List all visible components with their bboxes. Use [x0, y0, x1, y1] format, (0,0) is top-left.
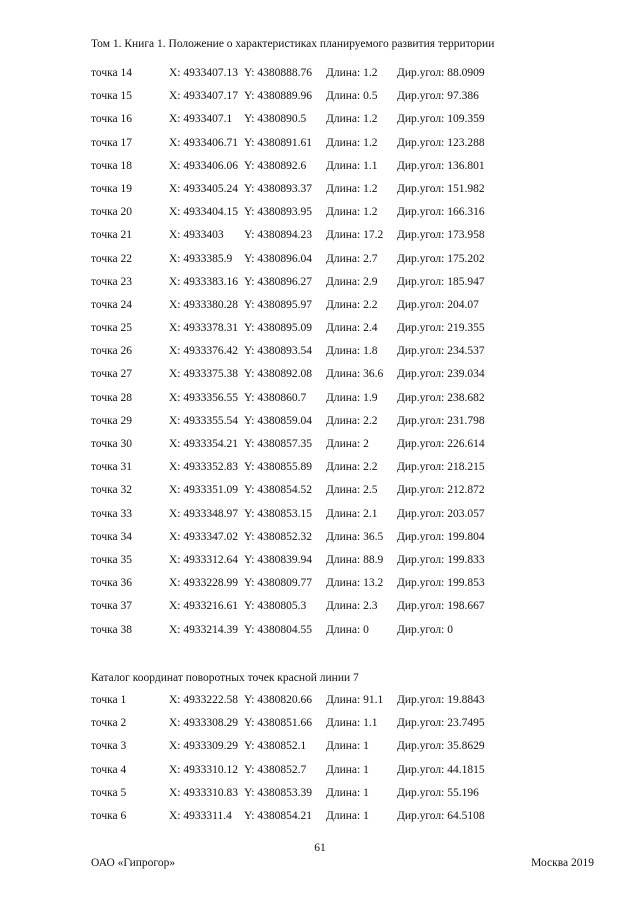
direction-angle: Дир.угол: 64.5108 [397, 809, 485, 822]
segment-length: Длина: 88.9 [326, 553, 384, 566]
point-name: точка 35 [91, 553, 133, 566]
direction-angle: Дир.угол: 239.034 [397, 368, 485, 381]
direction-angle: Дир.угол: 185.947 [397, 275, 485, 288]
point-name: точка 24 [91, 298, 133, 311]
segment-length: Длина: 2.1 [326, 507, 378, 520]
point-name: точка 3 [91, 740, 127, 753]
y-coordinate: Y: 4380805.3 [244, 600, 307, 613]
x-coordinate: X: 4933356.55 [169, 391, 238, 404]
x-coordinate: X: 4933375.38 [169, 368, 238, 381]
x-coordinate: X: 4933347.02 [169, 530, 238, 543]
y-coordinate: Y: 4380893.54 [244, 345, 312, 358]
y-coordinate: Y: 4380889.96 [244, 90, 312, 103]
direction-angle: Дир.угол: 226.614 [397, 438, 485, 450]
segment-length: Длина: 1 [326, 786, 369, 799]
point-name: точка 32 [91, 484, 133, 497]
point-name: точка 21 [91, 229, 133, 242]
y-coordinate: Y: 4380852.32 [244, 530, 312, 543]
x-coordinate: X: 4933404.15 [169, 206, 238, 219]
x-coordinate: X: 4933309.29 [169, 740, 238, 753]
x-coordinate: X: 4933355.54 [169, 414, 238, 427]
direction-angle: Дир.угол: 0 [397, 623, 453, 636]
direction-angle: Дир.угол: 44.1815 [397, 763, 485, 776]
direction-angle: Дир.угол: 136.801 [397, 159, 485, 172]
direction-angle: Дир.угол: 35.8629 [397, 740, 485, 753]
x-coordinate: X: 4933406.71 [169, 136, 238, 149]
segment-length: Длина: 0 [326, 623, 369, 636]
direction-angle: Дир.угол: 212.872 [397, 484, 485, 497]
x-coordinate: X: 4933312.64 [169, 553, 238, 566]
y-coordinate: Y: 4380890.5 [244, 113, 307, 126]
y-coordinate: Y: 4380804.55 [244, 623, 312, 636]
section-title: Каталог координат поворотных точек красной линии 7 [91, 672, 359, 684]
x-coordinate: X: 4933351.09 [169, 484, 238, 497]
point-name: точка 5 [91, 786, 127, 799]
y-coordinate: Y: 4380892.08 [244, 368, 312, 381]
segment-length: Длина: 2.2 [326, 298, 378, 311]
x-coordinate: X: 4933310.83 [169, 786, 238, 799]
point-name: точка 16 [91, 113, 133, 126]
footer-city-year: Москва 2019 [531, 857, 594, 869]
point-name: точка 29 [91, 414, 133, 427]
direction-angle: Дир.угол: 123.288 [397, 136, 485, 149]
segment-length: Длина: 1.2 [326, 182, 378, 195]
y-coordinate: Y: 4380893.95 [244, 206, 312, 219]
x-coordinate: X: 4933228.99 [169, 577, 238, 590]
x-coordinate: X: 4933352.83 [169, 461, 238, 474]
document-header: Том 1. Книга 1. Положение о характеристиках планируемого развития территории [91, 38, 495, 50]
y-coordinate: Y: 4380896.27 [244, 275, 312, 288]
y-coordinate: Y: 4380820.66 [244, 694, 312, 706]
segment-length: Длина: 91.1 [326, 694, 384, 706]
direction-angle: Дир.угол: 199.804 [397, 530, 485, 543]
x-coordinate: X: 4933348.97 [169, 507, 238, 520]
segment-length: Длина: 13.2 [326, 577, 384, 590]
y-coordinate: Y: 4380895.97 [244, 298, 312, 311]
direction-angle: Дир.угол: 218.215 [397, 461, 485, 474]
direction-angle: Дир.угол: 238.682 [397, 391, 485, 404]
x-coordinate: X: 4933407.17 [169, 90, 238, 103]
point-name: точка 25 [91, 322, 133, 335]
x-coordinate: X: 4933308.29 [169, 717, 238, 730]
x-coordinate: X: 4933383.16 [169, 275, 238, 288]
segment-length: Длина: 1.9 [326, 391, 378, 404]
x-coordinate: X: 4933403 [169, 229, 224, 242]
direction-angle: Дир.угол: 151.982 [397, 182, 485, 195]
x-coordinate: X: 4933385.9 [169, 252, 233, 265]
segment-length: Длина: 2.3 [326, 600, 378, 613]
segment-length: Длина: 36.5 [326, 530, 384, 543]
segment-length: Длина: 2.5 [326, 484, 378, 497]
point-name: точка 31 [91, 461, 133, 474]
y-coordinate: Y: 4380853.39 [244, 786, 312, 799]
segment-length: Длина: 1 [326, 740, 369, 753]
point-name: точка 15 [91, 90, 133, 103]
point-name: точка 19 [91, 182, 133, 195]
segment-length: Длина: 17.2 [326, 229, 384, 242]
x-coordinate: X: 4933311.4 [169, 809, 232, 822]
direction-angle: Дир.угол: 109.359 [397, 113, 485, 126]
direction-angle: Дир.угол: 199.833 [397, 553, 485, 566]
point-name: точка 14 [91, 67, 133, 79]
y-coordinate: Y: 4380893.37 [244, 182, 312, 195]
y-coordinate: Y: 4380859.04 [244, 414, 312, 427]
segment-length: Длина: 36.6 [326, 368, 384, 381]
x-coordinate: X: 4933376.42 [169, 345, 238, 358]
direction-angle: Дир.угол: 231.798 [397, 414, 485, 427]
x-coordinate: X: 4933310.12 [169, 763, 238, 776]
point-name: точка 6 [91, 809, 127, 822]
x-coordinate: X: 4933407.1 [169, 113, 233, 126]
segment-length: Длина: 1 [326, 763, 369, 776]
segment-length: Длина: 1.2 [326, 206, 378, 219]
direction-angle: Дир.угол: 55.196 [397, 786, 479, 799]
segment-length: Длина: 1.8 [326, 345, 378, 358]
x-coordinate: X: 4933405.24 [169, 182, 238, 195]
segment-length: Длина: 1.1 [326, 717, 378, 730]
segment-length: Длина: 0.5 [326, 90, 378, 103]
segment-length: Длина: 1.1 [326, 159, 378, 172]
point-name: точка 26 [91, 345, 133, 358]
segment-length: Длина: 2.2 [326, 414, 378, 427]
point-name: точка 38 [91, 623, 133, 636]
segment-length: Длина: 1.2 [326, 67, 378, 79]
point-name: точка 36 [91, 577, 133, 590]
segment-length: Длина: 2 [326, 438, 369, 450]
direction-angle: Дир.угол: 173.958 [397, 229, 485, 242]
y-coordinate: Y: 4380888.76 [244, 67, 312, 79]
direction-angle: Дир.угол: 204.07 [397, 298, 479, 311]
y-coordinate: Y: 4380854.52 [244, 484, 312, 497]
y-coordinate: Y: 4380855.89 [244, 461, 312, 474]
x-coordinate: X: 4933380.28 [169, 298, 238, 311]
direction-angle: Дир.угол: 175.202 [397, 252, 485, 265]
y-coordinate: Y: 4380852.7 [244, 763, 307, 776]
x-coordinate: X: 4933354.21 [169, 438, 238, 450]
point-name: точка 2 [91, 717, 127, 730]
y-coordinate: Y: 4380895.09 [244, 322, 312, 335]
direction-angle: Дир.угол: 203.057 [397, 507, 485, 520]
segment-length: Длина: 2.2 [326, 461, 378, 474]
segment-length: Длина: 2.9 [326, 275, 378, 288]
point-name: точка 22 [91, 252, 133, 265]
point-name: точка 4 [91, 763, 127, 776]
x-coordinate: X: 4933222.58 [169, 694, 238, 706]
direction-angle: Дир.угол: 219.355 [397, 322, 485, 335]
y-coordinate: Y: 4380809.77 [244, 577, 312, 590]
x-coordinate: X: 4933214.39 [169, 623, 238, 636]
x-coordinate: X: 4933216.61 [169, 600, 238, 613]
footer-organization: ОАО «Гипрогор» [91, 857, 176, 869]
x-coordinate: X: 4933407.13 [169, 67, 238, 79]
point-name: точка 28 [91, 391, 133, 404]
y-coordinate: Y: 4380892.6 [244, 159, 307, 172]
segment-length: Длина: 1 [326, 809, 369, 822]
y-coordinate: Y: 4380896.04 [244, 252, 312, 265]
direction-angle: Дир.угол: 88.0909 [397, 67, 485, 79]
y-coordinate: Y: 4380839.94 [244, 553, 312, 566]
y-coordinate: Y: 4380891.61 [244, 136, 312, 149]
point-name: точка 37 [91, 600, 133, 613]
point-name: точка 1 [91, 694, 127, 706]
y-coordinate: Y: 4380852.1 [244, 740, 307, 753]
direction-angle: Дир.угол: 97.386 [397, 90, 479, 103]
y-coordinate: Y: 4380857.35 [244, 438, 312, 450]
segment-length: Длина: 2.4 [326, 322, 378, 335]
y-coordinate: Y: 4380851.66 [244, 717, 312, 730]
point-name: точка 33 [91, 507, 133, 520]
segment-length: Длина: 1.2 [326, 113, 378, 126]
point-name: точка 30 [91, 438, 133, 450]
y-coordinate: Y: 4380860.7 [244, 391, 307, 404]
direction-angle: Дир.угол: 23.7495 [397, 717, 485, 730]
point-name: точка 27 [91, 368, 133, 381]
point-name: точка 34 [91, 530, 133, 543]
y-coordinate: Y: 4380854.21 [244, 809, 312, 822]
direction-angle: Дир.угол: 234.537 [397, 345, 485, 358]
segment-length: Длина: 1.2 [326, 136, 378, 149]
direction-angle: Дир.угол: 199.853 [397, 577, 485, 590]
direction-angle: Дир.угол: 19.8843 [397, 694, 485, 706]
segment-length: Длина: 2.7 [326, 252, 378, 265]
y-coordinate: Y: 4380853.15 [244, 507, 312, 520]
y-coordinate: Y: 4380894.23 [244, 229, 312, 242]
direction-angle: Дир.угол: 198.667 [397, 600, 485, 613]
direction-angle: Дир.угол: 166.316 [397, 206, 485, 219]
page-number: 61 [314, 842, 326, 854]
point-name: точка 17 [91, 136, 133, 149]
x-coordinate: X: 4933378.31 [169, 322, 238, 335]
point-name: точка 23 [91, 275, 133, 288]
point-name: точка 20 [91, 206, 133, 219]
x-coordinate: X: 4933406.06 [169, 159, 238, 172]
point-name: точка 18 [91, 159, 133, 172]
